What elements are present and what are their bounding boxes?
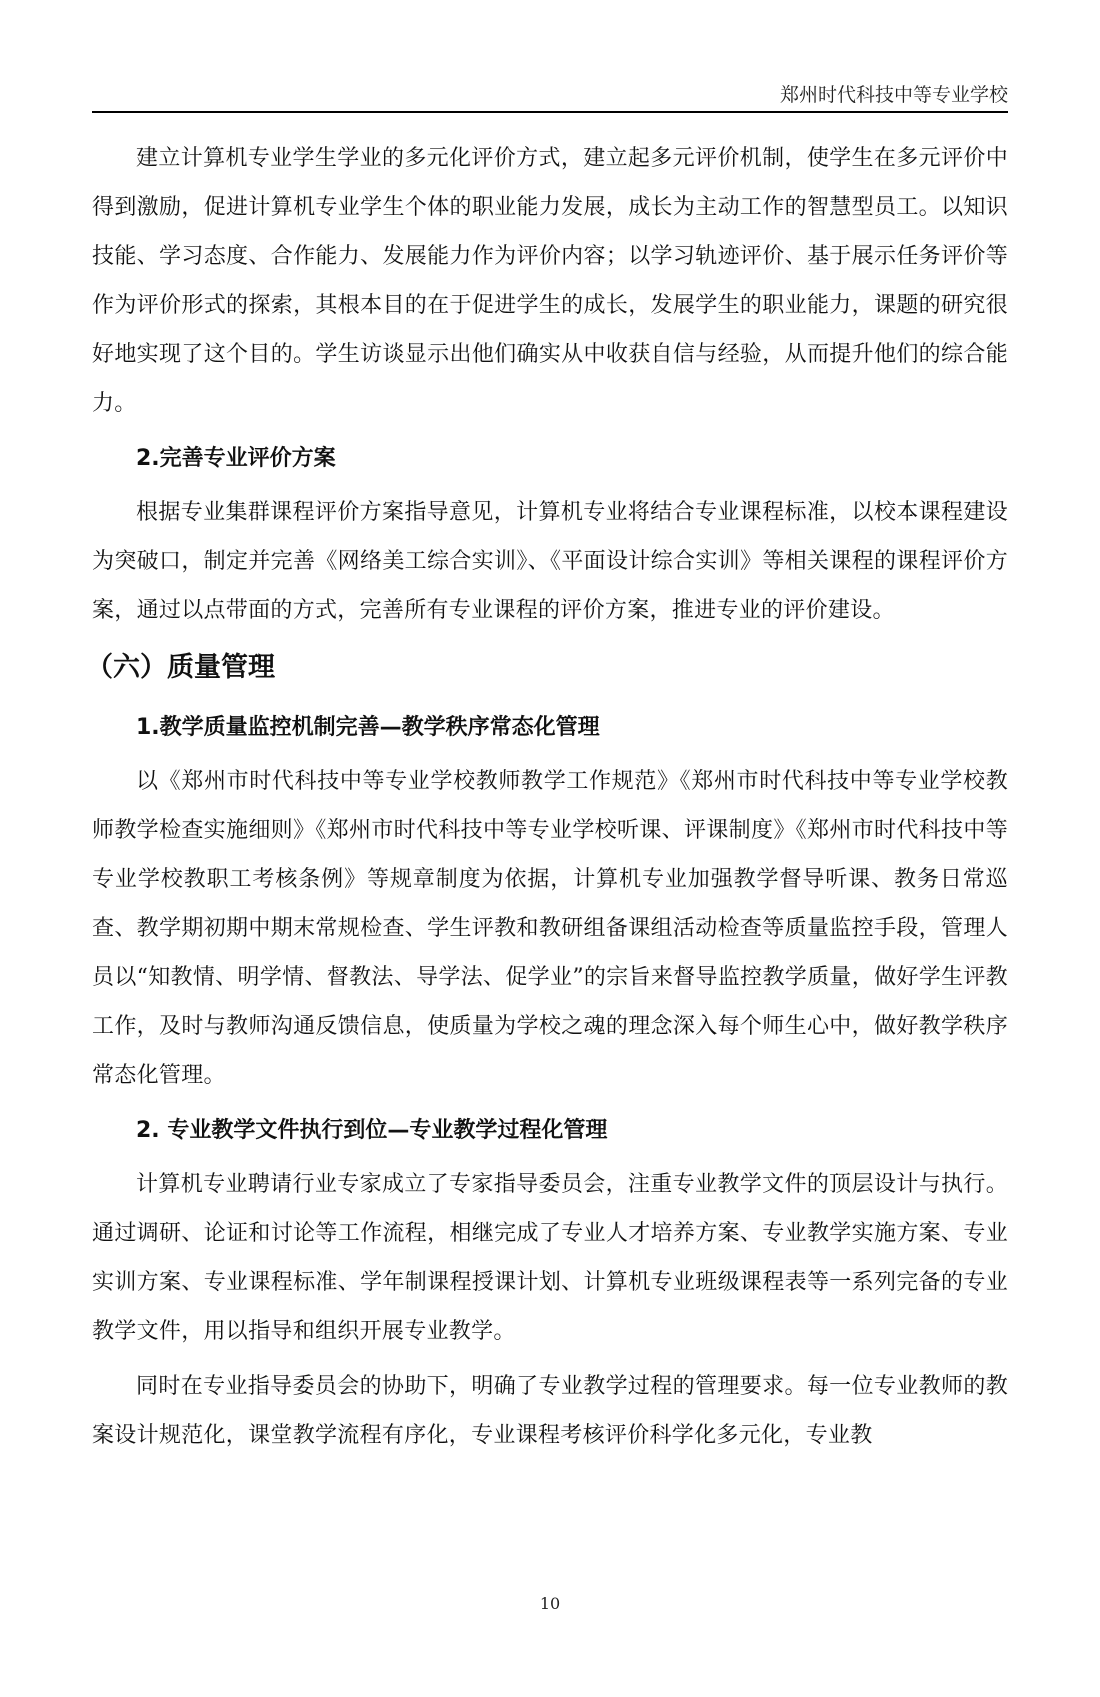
subheading: 2.完善专业评价方案 [136,446,336,471]
header-divider [92,111,1008,113]
subheading: 2. 专业教学文件执行到位—专业教学过程化管理 [136,1118,608,1143]
section-heading: （六）质量管理 [86,652,275,683]
body-paragraph: 同时在专业指导委员会的协助下，明确了专业教学过程的管理要求。每一位专业教师的教案设计规范化，课堂教学流程有序化，专业课程考核评价科学化多元化，专业教 [92,1374,1008,1448]
document-body [86,134,1008,1466]
body-paragraph: 根据专业集群课程评价方案指导意见，计算机专业将结合专业课程标准，以校本课程建设为突破口，制定并完善《网络美工综合实训》、《平面设计综合实训》等相关课程的课程评价方案，通过以点带面的方式，完善所有专业课程的评价方案，推进专业的评价建设。 [92,500,1008,623]
body-paragraph: 计算机专业聘请行业专家成立了专家指导委员会，注重专业教学文件的顶层设计与执行。通过调研、论证和讨论等工作流程，相继完成了专业人才培养方案、专业教学实施方案、专业实训方案、专业课程标准、学年制课程授课计划、计算机专业班级课程表等一系列完备的专业教学文件，用以指导和组织开展专业教学。 [92,1172,1008,1344]
body-paragraph: 建立计算机专业学生学业的多元化评价方式，建立起多元评价机制，使学生在多元评价中得到激励，促进计算机专业学生个体的职业能力发展，成长为主动工作的智慧型员工。以知识技能、学习态度、合作能力、发展能力作为评价内容；以学习轨迹评价、基于展示任务评价等作为评价形式的探索，其根本目的在于促进学生的成长，发展学生的职业能力，课题的研究很好地实现了这个目的。学生访谈显示出他们确实从中收获自信与经验，从而提升他们的综合能力。 [92,146,1008,416]
body-paragraph: 以《郑州市时代科技中等专业学校教师教学工作规范》《郑州市时代科技中等专业学校教师教学检查实施细则》《郑州市时代科技中等专业学校听课、评课制度》《郑州市时代科技中等专业学校教职工考核条例》等规章制度为依据，计算机专业加强教学督导听课、教务日常巡查、教学期初期中期末常规检查、学生评教和教研组备课组活动检查等质量监控手段，管理人员以“知教情、明学情、督教法、导学法、促学业”的宗旨来督导监控教学质量，做好学生评教工作，及时与教师沟通反馈信息，使质量为学校之魂的理念深入每个师生心中，做好教学秩序常态化管理。 [92,769,1008,1088]
running-header: 郑州时代科技中等专业学校 [779,84,1008,106]
subheading: 1.教学质量监控机制完善—教学秩序常态化管理 [136,715,600,740]
page-number: 10 [539,1594,561,1613]
